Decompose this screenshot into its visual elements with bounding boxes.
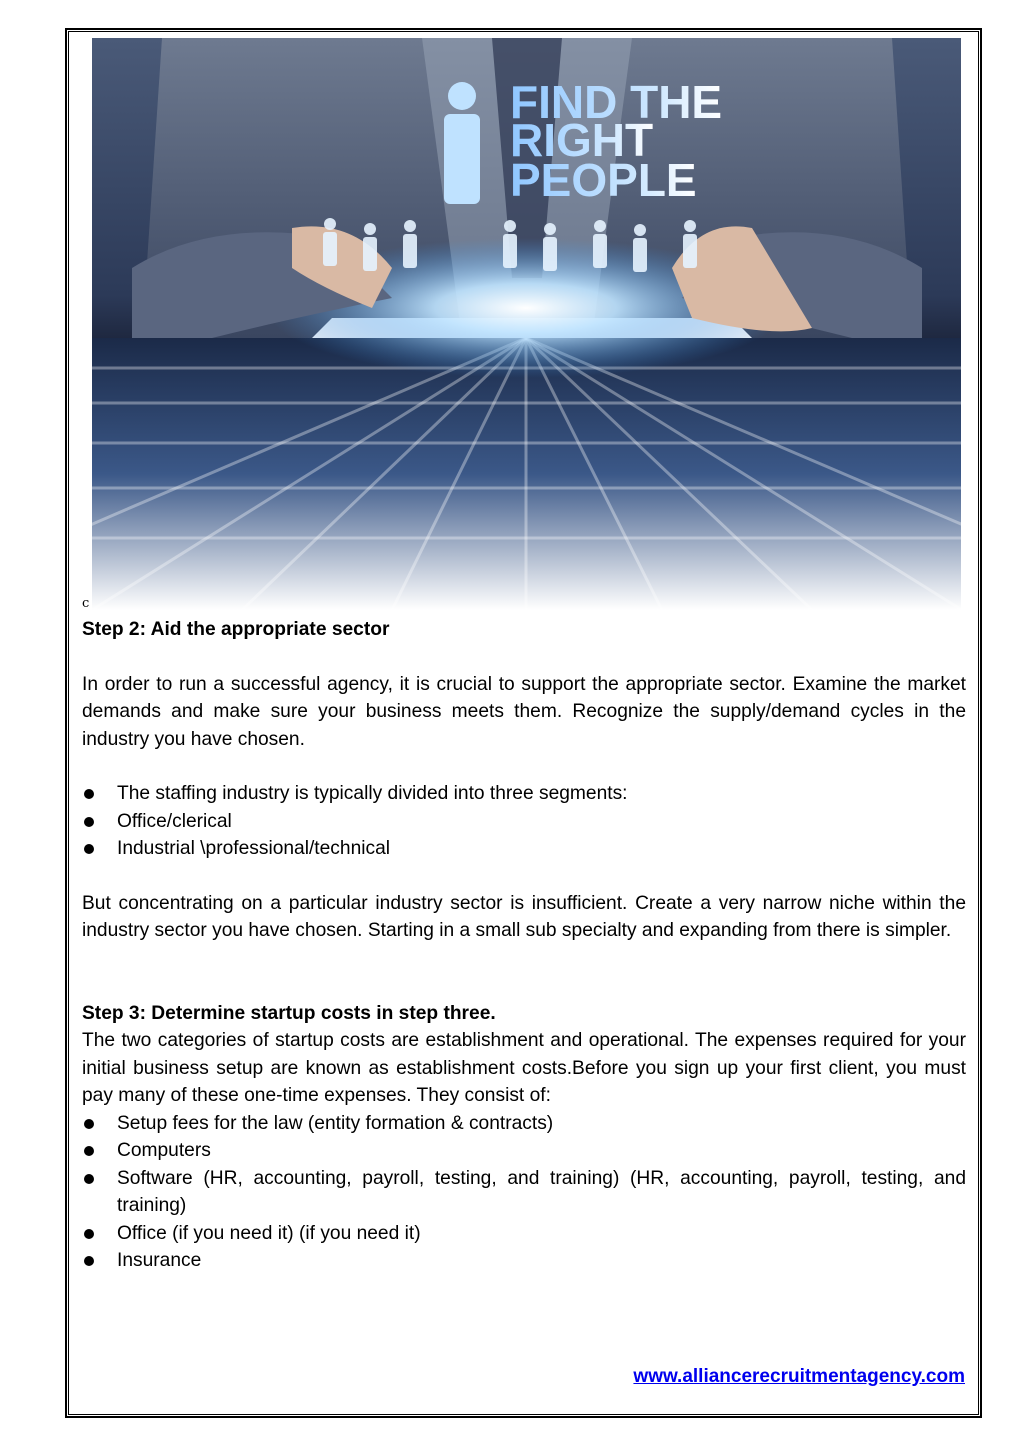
step2-closing: But concentrating on a particular industry sector is insufficient. Create a very narrow niche within the industry sector you have chosen. Starting in a small sub specialty and expanding from there is simpler.	[82, 892, 966, 941]
bullet-dot-icon	[84, 817, 94, 827]
bullet-dot-icon	[84, 844, 94, 854]
step2-bullet-list	[82, 780, 966, 863]
step3-heading: Step 3: Determine startup costs in step three.	[82, 1002, 496, 1024]
hero-headline-line-3: PEOPLE	[510, 154, 697, 206]
step2-intro: In order to run a successful agency, it is crucial to support the appropriate sector. Examine the market demands and make sure your business meets them. Recognize the supply/demand cycles in the industry you have chosen.	[82, 673, 966, 750]
step3-bullet-list	[82, 1110, 966, 1275]
hero-headline-line-2: RIGHT	[510, 114, 654, 166]
list-item: Industrial \professional/technical	[82, 835, 966, 863]
image-caption: c	[82, 596, 90, 611]
step3-intro: The two categories of startup costs are establishment and operational. The expenses required for your initial business setup are known as establishment costs.Before you sign up your first client, you must pay many of these one-time expenses. They consist of:	[82, 1030, 966, 1106]
list-item: Software (HR, accounting, payroll, testing, and training) (HR, accounting, payroll, testing, and training)	[82, 1165, 966, 1220]
bullet-dot-icon	[84, 1174, 94, 1184]
list-item: Office (if you need it) (if you need it)	[82, 1220, 966, 1248]
hero-image	[92, 38, 961, 610]
website-link[interactable]: www.alliancerecruitmentagency.com	[633, 1366, 965, 1387]
bullet-dot-icon	[84, 1119, 94, 1129]
hero-headline-line-1: FIND THE	[510, 76, 723, 128]
bullet-dot-icon	[84, 789, 94, 799]
bullet-dot-icon	[84, 1229, 94, 1239]
list-item: The staffing industry is typically divided into three segments:	[82, 780, 966, 808]
list-item: Computers	[82, 1137, 966, 1165]
document-body	[82, 616, 966, 1275]
list-item: Office/clerical	[82, 808, 966, 836]
bullet-dot-icon	[84, 1146, 94, 1156]
list-item: Setup fees for the law (entity formation & contracts)	[82, 1110, 966, 1138]
step2-heading: Step 2: Aid the appropriate sector	[82, 619, 390, 640]
list-item: Insurance	[82, 1247, 966, 1275]
bullet-dot-icon	[84, 1256, 94, 1266]
